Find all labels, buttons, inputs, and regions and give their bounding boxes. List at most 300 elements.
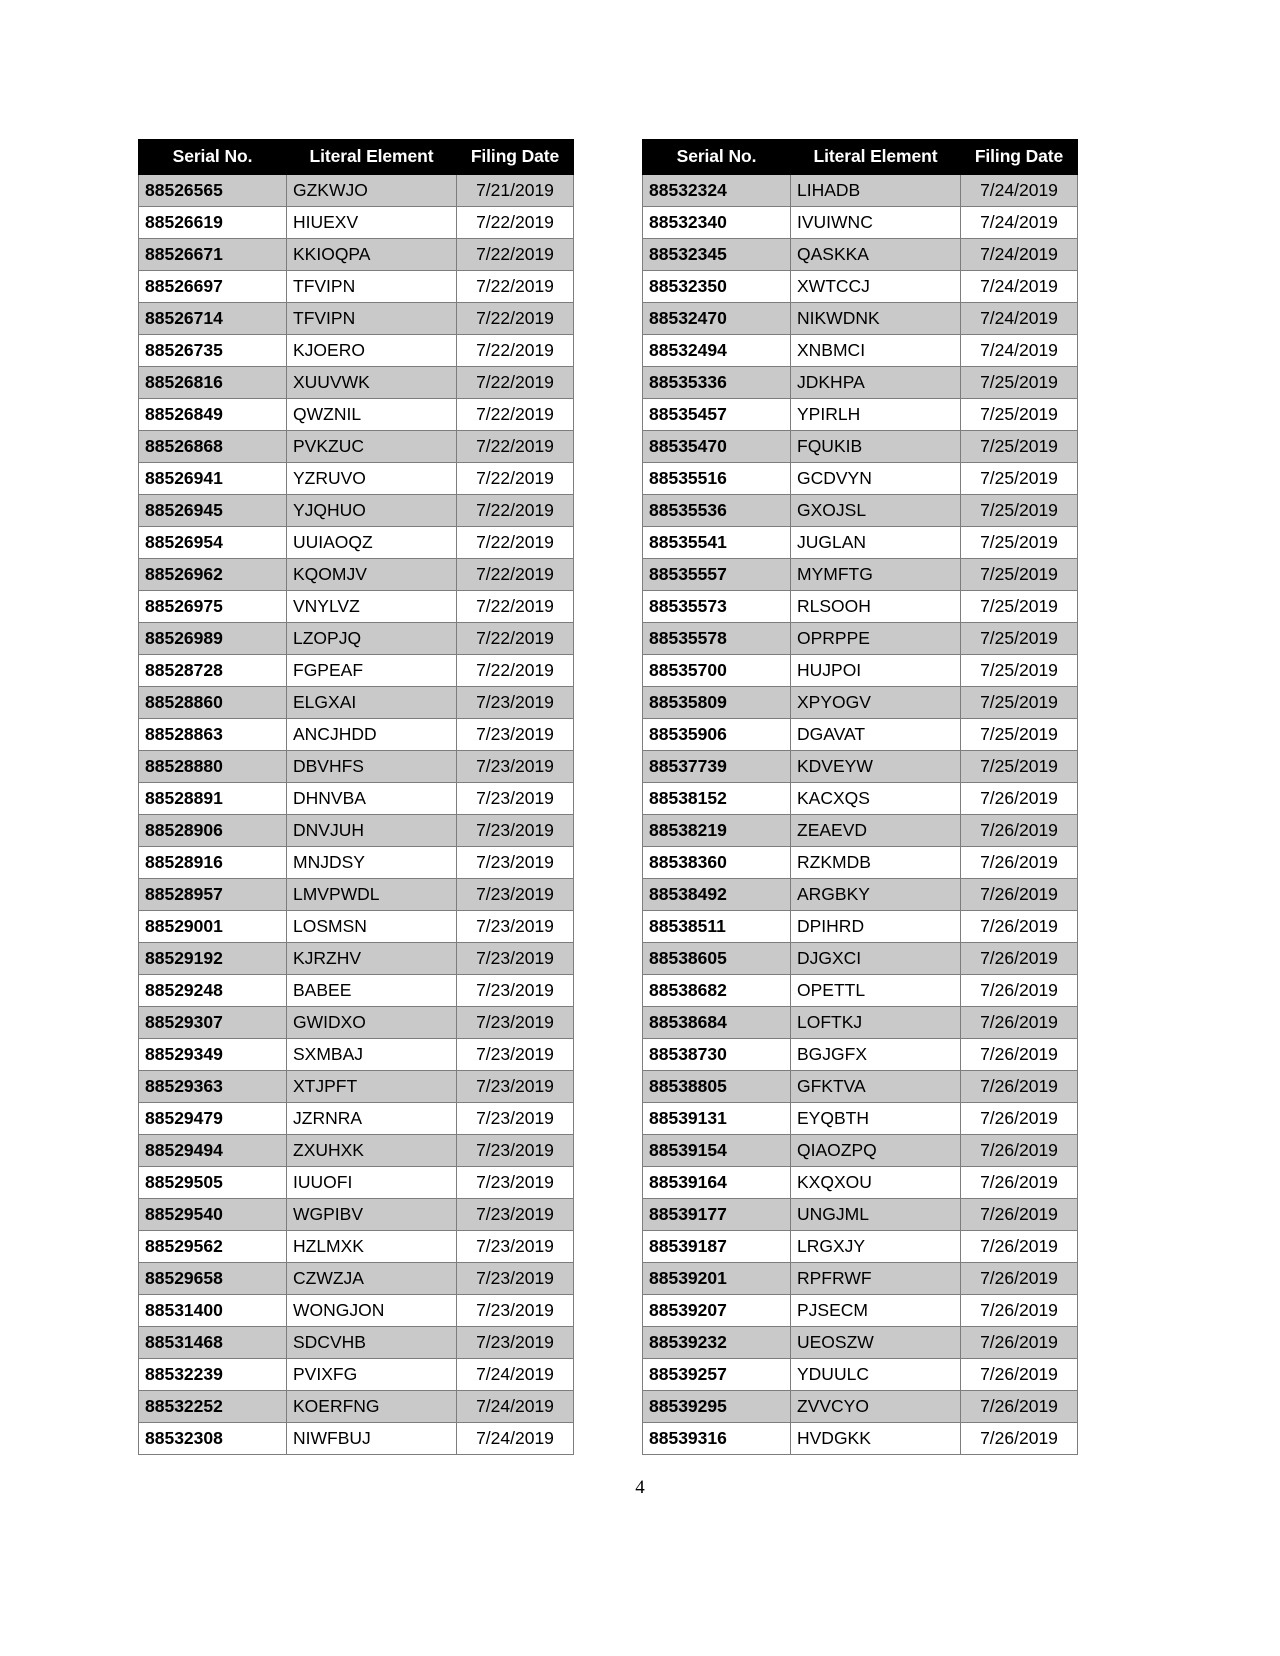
cell-filing-date: 7/22/2019 (457, 559, 574, 591)
cell-filing-date: 7/24/2019 (961, 175, 1078, 207)
cell-literal-element: GFKTVA (791, 1071, 961, 1103)
cell-literal-element: LIHADB (791, 175, 961, 207)
table-row (139, 431, 574, 463)
table-row (643, 687, 1078, 719)
cell-literal-element: XWTCCJ (791, 271, 961, 303)
cell-serial-no: 88528880 (139, 751, 287, 783)
cell-serial-no: 88538684 (643, 1007, 791, 1039)
cell-literal-element: KDVEYW (791, 751, 961, 783)
cell-literal-element: EYQBTH (791, 1103, 961, 1135)
cell-filing-date: 7/22/2019 (457, 271, 574, 303)
cell-filing-date: 7/26/2019 (961, 1007, 1078, 1039)
table-row (643, 495, 1078, 527)
cell-serial-no: 88539207 (643, 1295, 791, 1327)
cell-filing-date: 7/24/2019 (961, 239, 1078, 271)
cell-filing-date: 7/21/2019 (457, 175, 574, 207)
cell-filing-date: 7/26/2019 (961, 1167, 1078, 1199)
cell-filing-date: 7/25/2019 (961, 751, 1078, 783)
cell-filing-date: 7/26/2019 (961, 943, 1078, 975)
cell-serial-no: 88526989 (139, 623, 287, 655)
table-row (643, 751, 1078, 783)
cell-filing-date: 7/26/2019 (961, 911, 1078, 943)
cell-filing-date: 7/26/2019 (961, 1231, 1078, 1263)
cell-filing-date: 7/23/2019 (457, 847, 574, 879)
column-header-literal-element: Literal Element (287, 140, 457, 175)
cell-serial-no: 88532308 (139, 1423, 287, 1455)
cell-filing-date: 7/25/2019 (961, 463, 1078, 495)
cell-serial-no: 88526868 (139, 431, 287, 463)
cell-serial-no: 88539295 (643, 1391, 791, 1423)
table-row (643, 591, 1078, 623)
cell-literal-element: ZVVCYO (791, 1391, 961, 1423)
cell-serial-no: 88526697 (139, 271, 287, 303)
table-row (643, 719, 1078, 751)
table-row (643, 847, 1078, 879)
cell-literal-element: DBVHFS (287, 751, 457, 783)
cell-serial-no: 88528906 (139, 815, 287, 847)
cell-serial-no: 88535557 (643, 559, 791, 591)
cell-serial-no: 88539232 (643, 1327, 791, 1359)
cell-serial-no: 88538219 (643, 815, 791, 847)
table-row (139, 719, 574, 751)
table-row (139, 463, 574, 495)
cell-literal-element: KJOERO (287, 335, 457, 367)
table-row (643, 559, 1078, 591)
cell-filing-date: 7/24/2019 (961, 335, 1078, 367)
table-row (643, 1359, 1078, 1391)
cell-filing-date: 7/23/2019 (457, 943, 574, 975)
cell-serial-no: 88526849 (139, 399, 287, 431)
cell-serial-no: 88535541 (643, 527, 791, 559)
cell-filing-date: 7/23/2019 (457, 1327, 574, 1359)
table-row (643, 1263, 1078, 1295)
cell-serial-no: 88535578 (643, 623, 791, 655)
table-row (139, 1135, 574, 1167)
cell-literal-element: XPYOGV (791, 687, 961, 719)
cell-filing-date: 7/22/2019 (457, 463, 574, 495)
cell-filing-date: 7/26/2019 (961, 847, 1078, 879)
cell-filing-date: 7/23/2019 (457, 783, 574, 815)
cell-literal-element: IUUOFI (287, 1167, 457, 1199)
cell-filing-date: 7/23/2019 (457, 911, 574, 943)
cell-literal-element: ARGBKY (791, 879, 961, 911)
cell-literal-element: RZKMDB (791, 847, 961, 879)
cell-filing-date: 7/26/2019 (961, 879, 1078, 911)
cell-serial-no: 88539131 (643, 1103, 791, 1135)
cell-serial-no: 88526714 (139, 303, 287, 335)
cell-serial-no: 88538682 (643, 975, 791, 1007)
cell-serial-no: 88535573 (643, 591, 791, 623)
table-body-left (139, 175, 574, 1455)
page-number: 4 (635, 1477, 645, 1498)
table-row (643, 399, 1078, 431)
cell-serial-no: 88526619 (139, 207, 287, 239)
cell-serial-no: 88526941 (139, 463, 287, 495)
cell-filing-date: 7/25/2019 (961, 719, 1078, 751)
cell-literal-element: RPFRWF (791, 1263, 961, 1295)
cell-filing-date: 7/23/2019 (457, 1295, 574, 1327)
cell-filing-date: 7/23/2019 (457, 1039, 574, 1071)
cell-literal-element: UEOSZW (791, 1327, 961, 1359)
cell-literal-element: LZOPJQ (287, 623, 457, 655)
table-row (139, 847, 574, 879)
cell-serial-no: 88528916 (139, 847, 287, 879)
cell-serial-no: 88528891 (139, 783, 287, 815)
table-row (139, 1295, 574, 1327)
table-row (139, 943, 574, 975)
cell-serial-no: 88532340 (643, 207, 791, 239)
table-row (643, 367, 1078, 399)
table-row (139, 1103, 574, 1135)
table-row (139, 783, 574, 815)
table-row (139, 751, 574, 783)
cell-literal-element: FGPEAF (287, 655, 457, 687)
cell-filing-date: 7/23/2019 (457, 719, 574, 751)
table-row (643, 943, 1078, 975)
cell-literal-element: DNVJUH (287, 815, 457, 847)
cell-serial-no: 88532470 (643, 303, 791, 335)
cell-serial-no: 88526954 (139, 527, 287, 559)
cell-literal-element: JUGLAN (791, 527, 961, 559)
cell-filing-date: 7/25/2019 (961, 431, 1078, 463)
cell-filing-date: 7/23/2019 (457, 687, 574, 719)
table-row (139, 911, 574, 943)
cell-literal-element: OPRPPE (791, 623, 961, 655)
cell-filing-date: 7/23/2019 (457, 879, 574, 911)
table-row (643, 175, 1078, 207)
cell-serial-no: 88538360 (643, 847, 791, 879)
cell-literal-element: MNJDSY (287, 847, 457, 879)
cell-literal-element: ZXUHXK (287, 1135, 457, 1167)
cell-literal-element: KXQXOU (791, 1167, 961, 1199)
table-row (643, 1391, 1078, 1423)
cell-literal-element: XTJPFT (287, 1071, 457, 1103)
column-header-filing-date: Filing Date (961, 140, 1078, 175)
cell-serial-no: 88539257 (643, 1359, 791, 1391)
cell-literal-element: YJQHUO (287, 495, 457, 527)
cell-literal-element: JZRNRA (287, 1103, 457, 1135)
table-row (139, 271, 574, 303)
cell-filing-date: 7/23/2019 (457, 1263, 574, 1295)
cell-literal-element: SDCVHB (287, 1327, 457, 1359)
table-row (643, 207, 1078, 239)
cell-serial-no: 88539316 (643, 1423, 791, 1455)
table-row (643, 783, 1078, 815)
cell-serial-no: 88535516 (643, 463, 791, 495)
table-row (643, 879, 1078, 911)
table-row (643, 1295, 1078, 1327)
cell-serial-no: 88529248 (139, 975, 287, 1007)
table-row (643, 303, 1078, 335)
cell-filing-date: 7/26/2019 (961, 1327, 1078, 1359)
cell-filing-date: 7/23/2019 (457, 815, 574, 847)
cell-filing-date: 7/24/2019 (457, 1423, 574, 1455)
cell-filing-date: 7/22/2019 (457, 431, 574, 463)
table-row (643, 1071, 1078, 1103)
table-row (139, 623, 574, 655)
table-row (139, 495, 574, 527)
cell-filing-date: 7/26/2019 (961, 1263, 1078, 1295)
header-row (643, 140, 1078, 175)
cell-filing-date: 7/23/2019 (457, 1135, 574, 1167)
cell-filing-date: 7/22/2019 (457, 655, 574, 687)
cell-filing-date: 7/23/2019 (457, 1103, 574, 1135)
cell-literal-element: YPIRLH (791, 399, 961, 431)
cell-serial-no: 88529505 (139, 1167, 287, 1199)
table-row (643, 1231, 1078, 1263)
table-row (643, 431, 1078, 463)
table-header-right (643, 140, 1078, 175)
cell-filing-date: 7/25/2019 (961, 367, 1078, 399)
table-row (643, 911, 1078, 943)
table-row (643, 239, 1078, 271)
table-row (139, 207, 574, 239)
cell-literal-element: KOERFNG (287, 1391, 457, 1423)
cell-literal-element: IVUIWNC (791, 207, 961, 239)
table-row (643, 527, 1078, 559)
cell-filing-date: 7/26/2019 (961, 1359, 1078, 1391)
cell-filing-date: 7/24/2019 (457, 1359, 574, 1391)
cell-literal-element: XNBMCI (791, 335, 961, 367)
cell-literal-element: LOSMSN (287, 911, 457, 943)
cell-serial-no: 88529192 (139, 943, 287, 975)
table-row (139, 1391, 574, 1423)
table-row (139, 399, 574, 431)
table-row (139, 1167, 574, 1199)
column-header-literal-element: Literal Element (791, 140, 961, 175)
table-row (643, 271, 1078, 303)
cell-filing-date: 7/22/2019 (457, 623, 574, 655)
cell-serial-no: 88539177 (643, 1199, 791, 1231)
cell-serial-no: 88538152 (643, 783, 791, 815)
cell-serial-no: 88529363 (139, 1071, 287, 1103)
table-row (139, 527, 574, 559)
cell-literal-element: PVKZUC (287, 431, 457, 463)
cell-literal-element: BGJGFX (791, 1039, 961, 1071)
cell-serial-no: 88532324 (643, 175, 791, 207)
cell-serial-no: 88526735 (139, 335, 287, 367)
cell-serial-no: 88538511 (643, 911, 791, 943)
table-body-right (643, 175, 1078, 1455)
cell-serial-no: 88532252 (139, 1391, 287, 1423)
cell-filing-date: 7/22/2019 (457, 527, 574, 559)
cell-literal-element: BABEE (287, 975, 457, 1007)
cell-serial-no: 88535536 (643, 495, 791, 527)
cell-literal-element: XUUVWK (287, 367, 457, 399)
column-header-serial-no: Serial No. (139, 140, 287, 175)
cell-literal-element: QASKKA (791, 239, 961, 271)
cell-serial-no: 88528860 (139, 687, 287, 719)
cell-literal-element: KQOMJV (287, 559, 457, 591)
cell-literal-element: HZLMXK (287, 1231, 457, 1263)
cell-literal-element: OPETTL (791, 975, 961, 1007)
column-header-filing-date: Filing Date (457, 140, 574, 175)
cell-literal-element: MYMFTG (791, 559, 961, 591)
table-row (139, 559, 574, 591)
cell-filing-date: 7/23/2019 (457, 1167, 574, 1199)
cell-filing-date: 7/24/2019 (961, 303, 1078, 335)
cell-literal-element: NIKWDNK (791, 303, 961, 335)
cell-serial-no: 88529658 (139, 1263, 287, 1295)
cell-literal-element: HIUEXV (287, 207, 457, 239)
table-row (139, 1199, 574, 1231)
cell-filing-date: 7/22/2019 (457, 399, 574, 431)
cell-serial-no: 88531468 (139, 1327, 287, 1359)
cell-filing-date: 7/25/2019 (961, 687, 1078, 719)
cell-filing-date: 7/25/2019 (961, 623, 1078, 655)
cell-literal-element: WONGJON (287, 1295, 457, 1327)
cell-serial-no: 88526945 (139, 495, 287, 527)
cell-serial-no: 88538492 (643, 879, 791, 911)
cell-serial-no: 88526816 (139, 367, 287, 399)
table-row (643, 463, 1078, 495)
table-row (139, 367, 574, 399)
cell-literal-element: UUIAOQZ (287, 527, 457, 559)
cell-serial-no: 88529001 (139, 911, 287, 943)
cell-literal-element: ANCJHDD (287, 719, 457, 751)
cell-serial-no: 88539164 (643, 1167, 791, 1199)
cell-filing-date: 7/22/2019 (457, 591, 574, 623)
cell-serial-no: 88535809 (643, 687, 791, 719)
header-row (139, 140, 574, 175)
cell-filing-date: 7/23/2019 (457, 975, 574, 1007)
cell-filing-date: 7/22/2019 (457, 495, 574, 527)
cell-serial-no: 88529349 (139, 1039, 287, 1071)
cell-literal-element: LRGXJY (791, 1231, 961, 1263)
table-row (643, 623, 1078, 655)
table-row (139, 1071, 574, 1103)
table-row (643, 1423, 1078, 1455)
cell-filing-date: 7/24/2019 (457, 1391, 574, 1423)
cell-filing-date: 7/23/2019 (457, 1071, 574, 1103)
cell-filing-date: 7/25/2019 (961, 655, 1078, 687)
cell-serial-no: 88539201 (643, 1263, 791, 1295)
cell-serial-no: 88539187 (643, 1231, 791, 1263)
table-row (139, 239, 574, 271)
table-row (643, 1039, 1078, 1071)
cell-filing-date: 7/23/2019 (457, 1007, 574, 1039)
cell-serial-no: 88532350 (643, 271, 791, 303)
cell-literal-element: KKIOQPA (287, 239, 457, 271)
table-row (139, 175, 574, 207)
cell-literal-element: GZKWJO (287, 175, 457, 207)
cell-literal-element: HUJPOI (791, 655, 961, 687)
cell-serial-no: 88528728 (139, 655, 287, 687)
table-row (139, 1423, 574, 1455)
cell-serial-no: 88528863 (139, 719, 287, 751)
cell-serial-no: 88538605 (643, 943, 791, 975)
cell-filing-date: 7/26/2019 (961, 1199, 1078, 1231)
cell-filing-date: 7/22/2019 (457, 239, 574, 271)
cell-serial-no: 88529540 (139, 1199, 287, 1231)
cell-filing-date: 7/25/2019 (961, 559, 1078, 591)
table-row (643, 1007, 1078, 1039)
table-row (643, 655, 1078, 687)
cell-literal-element: FQUKIB (791, 431, 961, 463)
cell-filing-date: 7/26/2019 (961, 815, 1078, 847)
cell-literal-element: DGAVAT (791, 719, 961, 751)
cell-serial-no: 88529494 (139, 1135, 287, 1167)
table-row (643, 1135, 1078, 1167)
cell-literal-element: PJSECM (791, 1295, 961, 1327)
cell-serial-no: 88529307 (139, 1007, 287, 1039)
cell-literal-element: QIAOZPQ (791, 1135, 961, 1167)
table-row (139, 1327, 574, 1359)
cell-serial-no: 88535336 (643, 367, 791, 399)
cell-literal-element: KJRZHV (287, 943, 457, 975)
table-row (139, 335, 574, 367)
cell-serial-no: 88535906 (643, 719, 791, 751)
table-row (139, 1263, 574, 1295)
cell-serial-no: 88526962 (139, 559, 287, 591)
table-row (643, 335, 1078, 367)
cell-literal-element: GCDVYN (791, 463, 961, 495)
cell-literal-element: DHNVBA (287, 783, 457, 815)
cell-serial-no: 88535700 (643, 655, 791, 687)
table-row (139, 1007, 574, 1039)
cell-serial-no: 88537739 (643, 751, 791, 783)
cell-serial-no: 88535457 (643, 399, 791, 431)
table-row (139, 1359, 574, 1391)
cell-literal-element: TFVIPN (287, 303, 457, 335)
cell-filing-date: 7/25/2019 (961, 399, 1078, 431)
cell-serial-no: 88529479 (139, 1103, 287, 1135)
cell-literal-element: YDUULC (791, 1359, 961, 1391)
cell-filing-date: 7/22/2019 (457, 207, 574, 239)
cell-filing-date: 7/26/2019 (961, 1295, 1078, 1327)
cell-literal-element: PVIXFG (287, 1359, 457, 1391)
cell-filing-date: 7/22/2019 (457, 335, 574, 367)
cell-serial-no: 88531400 (139, 1295, 287, 1327)
table-row (139, 591, 574, 623)
cell-filing-date: 7/25/2019 (961, 495, 1078, 527)
cell-literal-element: DPIHRD (791, 911, 961, 943)
cell-literal-element: WGPIBV (287, 1199, 457, 1231)
cell-literal-element: ELGXAI (287, 687, 457, 719)
table-row (139, 815, 574, 847)
cell-filing-date: 7/26/2019 (961, 1039, 1078, 1071)
cell-literal-element: UNGJML (791, 1199, 961, 1231)
trademark-table-right (642, 139, 1078, 1455)
table-row (643, 1103, 1078, 1135)
cell-literal-element: ZEAEVD (791, 815, 961, 847)
cell-serial-no: 88532345 (643, 239, 791, 271)
cell-serial-no: 88532239 (139, 1359, 287, 1391)
cell-literal-element: YZRUVO (287, 463, 457, 495)
cell-filing-date: 7/26/2019 (961, 783, 1078, 815)
cell-literal-element: SXMBAJ (287, 1039, 457, 1071)
cell-filing-date: 7/26/2019 (961, 1135, 1078, 1167)
trademark-table-left (138, 139, 574, 1455)
table-row (139, 975, 574, 1007)
cell-filing-date: 7/26/2019 (961, 1103, 1078, 1135)
cell-filing-date: 7/26/2019 (961, 1423, 1078, 1455)
table-header-left (139, 140, 574, 175)
cell-literal-element: TFVIPN (287, 271, 457, 303)
cell-filing-date: 7/23/2019 (457, 1231, 574, 1263)
cell-literal-element: QWZNIL (287, 399, 457, 431)
cell-literal-element: KACXQS (791, 783, 961, 815)
cell-literal-element: RLSOOH (791, 591, 961, 623)
cell-serial-no: 88526671 (139, 239, 287, 271)
table-row (139, 303, 574, 335)
cell-serial-no: 88538805 (643, 1071, 791, 1103)
cell-filing-date: 7/25/2019 (961, 527, 1078, 559)
cell-serial-no: 88526975 (139, 591, 287, 623)
table-row (643, 975, 1078, 1007)
table-row (139, 655, 574, 687)
cell-literal-element: HVDGKK (791, 1423, 961, 1455)
